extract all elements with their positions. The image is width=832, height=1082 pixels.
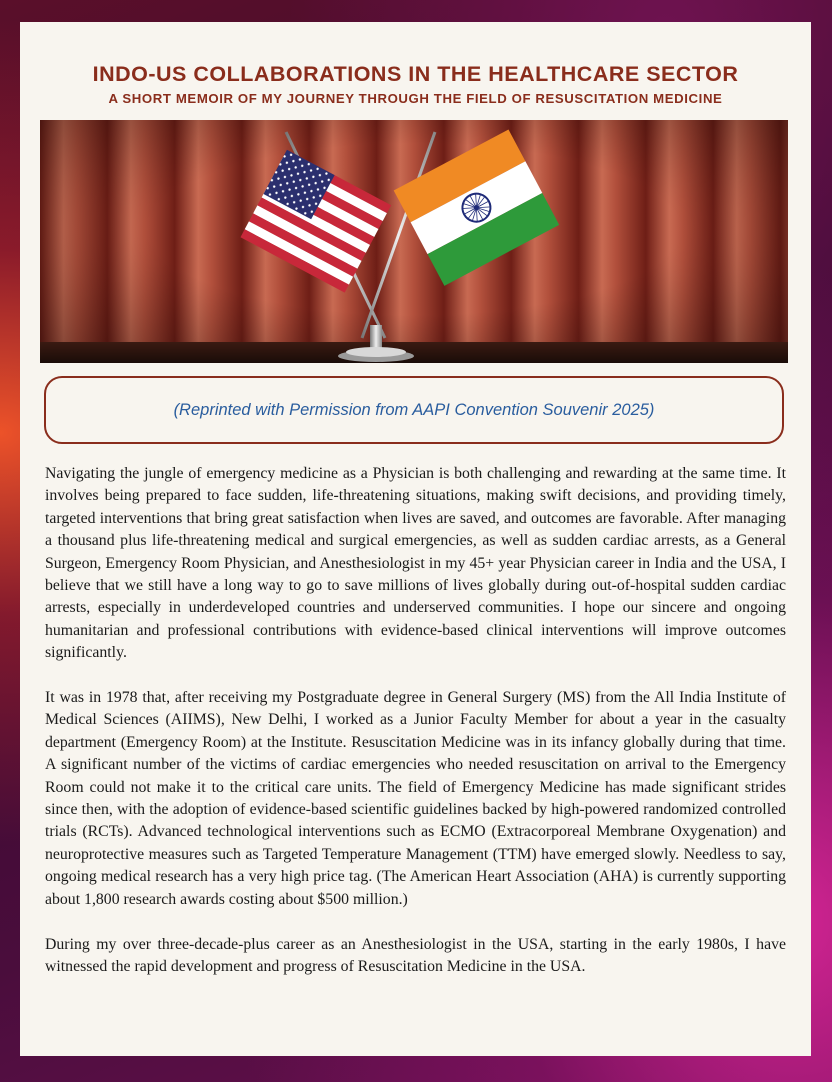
reprint-text: (Reprinted with Permission from AAPI Convention Souvenir 2025)	[173, 400, 655, 419]
paragraph: It was in 1978 that, after receiving my Postgraduate degree in General Surgery (MS) from the All India Institute of Medical Sciences (AIIMS), New Delhi, I worked as a Junior Faculty Member for about a year in the casualty department (Emergency Room) at the Institute. Resuscitation Medicine was in its infancy globally during that time. A significant number of the victims of cardiac emergencies who needed resuscitation on arrival to the Emergency Room could not make it to the critical care units. The field of Emergency Medicine has made significant strides since then, with the adoption of evidence-based scientific guidelines backed by high-powered randomized controlled trials (RCTs). Advanced technological interventions such as ECMO (Extracorporeal Membrane Oxygenation) and neuroprotective measures such as Targeted Temperature Management (TTM) have emerged slowly. Needless to say, ongoing medical research has a very high price tag. (The American Heart Association (AHA) is currently supporting about 1,800 research awards costing about $500 million.)	[45, 689, 786, 908]
article-title: INDO-US COLLABORATIONS IN THE HEALTHCARE SECTOR	[92, 62, 739, 86]
article-page	[20, 22, 811, 1056]
paragraph: During my over three-decade-plus career as an Anesthesiologist in the USA, starting in the early 1980s, I have witnessed the rapid development and progress of Resuscitation Medicine in the USA.	[45, 935, 786, 975]
paragraph: Navigating the jungle of emergency medicine as a Physician is both challenging and rewarding at the same time. It involves being prepared to face sudden, life-threatening situations, making swift decisions, and providing timely, targeted interventions that bring great satisfaction when lives are saved, and outcomes are favorable. After managing a thousand plus life-threatening medical and surgical emergencies, as well as sudden cardiac arrests, as a General Surgeon, Emergency Room Physician, and Anesthesiologist in my 45+ year Physician career in India and the USA, I believe that we still have a long way to go to save millions of lives globally during out-of-hospital sudden cardiac arrests, especially in underdeveloped countries and underserved communities. I hope our sincere and ongoing humanitarian and professional contributions with evidence-based clinical interventions will improve outcomes significantly.	[45, 465, 786, 662]
crossed-flags-icon	[40, 120, 788, 363]
article-body	[45, 463, 786, 1001]
article-subtitle: A SHORT MEMOIR OF MY JOURNEY THROUGH THE FIELD OF RESUSCITATION MEDICINE	[108, 91, 723, 106]
reprint-notice	[44, 376, 784, 444]
